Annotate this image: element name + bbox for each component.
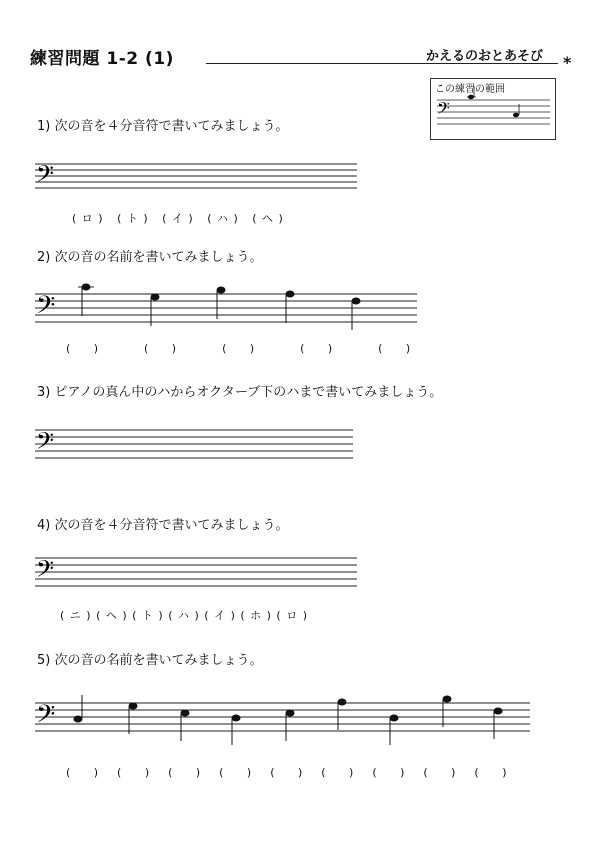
question-5-answer-blanks: ( ) ( ) ( ) ( ) ( ) ( ) ( ) ( ) ( )	[66, 766, 508, 779]
asterisk-icon: *	[563, 53, 572, 72]
question-5-text: 5) 次の音の名前を書いてみましょう。	[37, 653, 263, 668]
note-icon	[217, 287, 226, 294]
question-2-text: 2) 次の音の名前を書いてみましょう。	[37, 250, 263, 265]
note-icon	[232, 715, 241, 722]
question-2-answer-blanks: ( ) ( ) ( ) ( ) ( )	[66, 342, 412, 355]
range-notes	[467, 86, 519, 117]
note-icon	[74, 716, 83, 723]
staff-2-notes	[78, 284, 361, 331]
page-title: 練習問題 1-2 (1)	[30, 49, 174, 69]
range-staff	[437, 100, 550, 124]
note-icon	[286, 291, 295, 298]
staff-4	[35, 558, 357, 586]
staff-1	[35, 164, 357, 188]
bass-clef-icon: 𝄢	[36, 555, 55, 588]
brand-name: かえるのおとあそび	[426, 49, 544, 64]
note-icon	[129, 703, 138, 710]
question-1-answers: ( ロ ) ( ト ) ( イ ) ( ハ ) ( ヘ )	[72, 212, 284, 225]
note-icon	[352, 298, 361, 305]
question-4-answers: ( ニ ) ( ヘ ) ( ト ) ( ハ ) ( イ ) ( ホ ) ( ロ )	[60, 609, 309, 622]
staff-3	[35, 430, 353, 458]
note-icon	[82, 284, 91, 291]
bass-clef-icon: 𝄢	[36, 427, 55, 460]
question-3-text: 3) ピアノの真ん中のハからオクターブ下のハまで書いてみましょう。	[37, 385, 443, 400]
staff-2	[35, 294, 417, 322]
bass-clef-icon: 𝄢	[36, 291, 56, 326]
note-icon	[151, 294, 160, 301]
staff-5	[35, 703, 530, 731]
note-icon	[390, 715, 399, 722]
note-icon	[513, 113, 519, 118]
practice-range-label: この練習の範囲	[435, 84, 505, 95]
bass-clef-icon: 𝄢	[36, 160, 55, 193]
bass-clef-icon: 𝄢	[36, 700, 56, 735]
note-icon	[443, 696, 452, 703]
note-icon	[181, 710, 190, 717]
bass-clef-icon: 𝄢	[437, 98, 450, 122]
note-icon	[286, 710, 295, 717]
question-1-text: 1) 次の音を４分音符で書いてみましょう。	[37, 119, 289, 134]
question-4-text: 4) 次の音を４分音符で書いてみましょう。	[37, 518, 289, 533]
staff-5-notes	[74, 695, 503, 745]
note-icon	[494, 708, 503, 715]
note-icon	[338, 699, 347, 706]
